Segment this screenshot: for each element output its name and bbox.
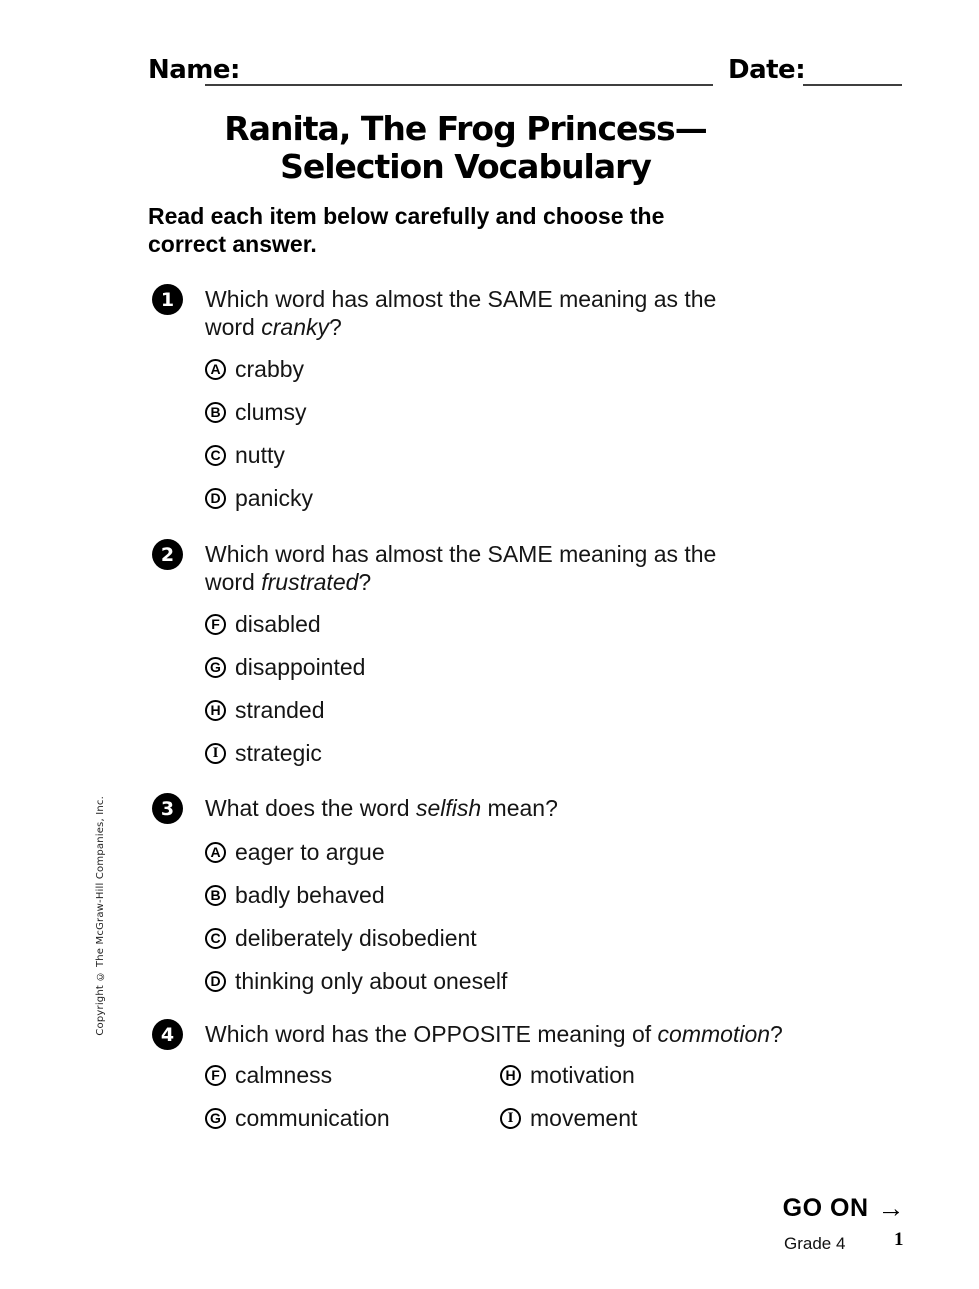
date-label: Date: bbox=[728, 55, 806, 85]
option-letter-bubble: I bbox=[500, 1108, 521, 1129]
question-prompt: What does the word selfish mean? bbox=[205, 795, 558, 821]
answer-option bbox=[205, 485, 852, 511]
question-number-badge: 2 bbox=[152, 539, 183, 570]
option-label: strategic bbox=[235, 739, 322, 766]
copyright-sidebar-text: Copyright © The McGraw-Hill Companies, Inc. bbox=[95, 796, 106, 1036]
option-label: disabled bbox=[235, 610, 321, 637]
option-letter-bubble: I bbox=[205, 743, 226, 764]
go-on-arrow-icon: → bbox=[877, 1193, 905, 1223]
option-label: stranded bbox=[235, 696, 325, 723]
answer-option bbox=[500, 1062, 852, 1088]
option-letter-bubble: H bbox=[500, 1065, 521, 1086]
option-letter-bubble: B bbox=[205, 885, 226, 906]
name-label: Name: bbox=[148, 55, 240, 85]
page-title bbox=[148, 110, 783, 186]
option-label: eager to argue bbox=[235, 838, 385, 865]
option-letter-bubble: C bbox=[205, 445, 226, 466]
option-letter-bubble: A bbox=[205, 359, 226, 380]
option-letter-bubble: F bbox=[205, 614, 226, 635]
answer-option bbox=[205, 356, 852, 382]
option-label: motivation bbox=[530, 1061, 635, 1088]
question-number-badge: 3 bbox=[152, 793, 183, 824]
question-3 bbox=[152, 793, 852, 1011]
option-letter-bubble: G bbox=[205, 657, 226, 678]
option-label: panicky bbox=[235, 484, 313, 511]
answer-option bbox=[205, 740, 852, 766]
question-1 bbox=[152, 284, 852, 528]
instructions-line1: Read each item below carefully and choose the bbox=[148, 203, 665, 229]
question-2 bbox=[152, 539, 852, 783]
option-label: movement bbox=[530, 1104, 638, 1131]
name-blank-line bbox=[205, 84, 713, 86]
answer-option bbox=[205, 442, 852, 468]
answer-option bbox=[205, 399, 852, 425]
question-4 bbox=[152, 1019, 852, 1131]
answer-option bbox=[205, 611, 852, 637]
question-prompt: Which word has almost the SAME meaning as the word frustrated? bbox=[205, 541, 717, 595]
question-number-badge: 4 bbox=[152, 1019, 183, 1050]
option-letter-bubble: H bbox=[205, 700, 226, 721]
instructions-line2: correct answer. bbox=[148, 231, 317, 257]
answer-option bbox=[205, 839, 852, 865]
answer-option bbox=[205, 697, 852, 723]
option-letter-bubble: B bbox=[205, 402, 226, 423]
option-letter-bubble: F bbox=[205, 1065, 226, 1086]
option-label: deliberately disobedient bbox=[235, 924, 477, 951]
question-number-badge: 1 bbox=[152, 284, 183, 315]
option-label: clumsy bbox=[235, 398, 307, 425]
go-on-label: GO ON bbox=[782, 1194, 869, 1222]
option-label: calmness bbox=[235, 1061, 333, 1088]
answer-option bbox=[205, 1105, 500, 1131]
option-letter-bubble: A bbox=[205, 842, 226, 863]
instructions bbox=[148, 202, 708, 258]
question-prompt: Which word has the OPPOSITE meaning of commotion? bbox=[205, 1021, 783, 1047]
question-prompt: Which word has almost the SAME meaning as the word cranky? bbox=[205, 286, 717, 340]
go-on bbox=[783, 1194, 905, 1223]
option-label: nutty bbox=[235, 441, 285, 468]
page-title-line1: Ranita, The Frog Princess— bbox=[224, 109, 707, 148]
option-label: badly behaved bbox=[235, 881, 385, 908]
option-label: communication bbox=[235, 1104, 390, 1131]
option-letter-bubble: G bbox=[205, 1108, 226, 1129]
grade-label: Grade 4 bbox=[784, 1234, 846, 1253]
option-label: thinking only about oneself bbox=[235, 967, 508, 994]
answer-option bbox=[205, 925, 852, 951]
option-label: crabby bbox=[235, 355, 305, 382]
option-letter-bubble: D bbox=[205, 971, 226, 992]
answer-option bbox=[205, 1062, 500, 1088]
answer-option bbox=[205, 882, 852, 908]
option-letter-bubble: D bbox=[205, 488, 226, 509]
option-label: disappointed bbox=[235, 653, 366, 680]
option-letter-bubble: C bbox=[205, 928, 226, 949]
answer-option bbox=[205, 968, 852, 994]
date-blank-line bbox=[803, 84, 902, 86]
page-title-line2: Selection Vocabulary bbox=[280, 147, 651, 186]
page-number: 1 bbox=[894, 1229, 904, 1250]
answer-option bbox=[500, 1105, 852, 1131]
answer-option bbox=[205, 654, 852, 680]
